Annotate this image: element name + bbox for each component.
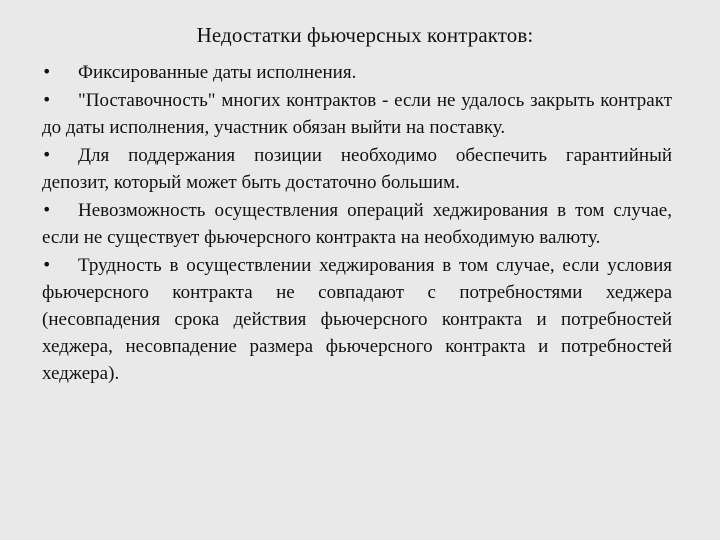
slide-title: Недостатки фьючерсных контрактов:: [196, 23, 534, 47]
bullet-point-icon: •: [42, 200, 52, 219]
bullet-text: Трудность в осуществлении хеджирования в том случае, если условия фьючерсного контракта не совпадают с потребностями хеджера (несовпадения срока действия фьючерсного контракта и потребностей хеджера, несовпадение размера фьючерсного контракта и потребностей хеджера).: [42, 255, 672, 384]
bullet-item: [42, 86, 672, 141]
bullet-text: "Поставочность" многих контрактов - если не удалось закрыть контракт до даты исполнения, участник обязан выйти на поставку.: [42, 90, 672, 138]
bullet-text: Невозможность осуществления операций хеджирования в том случае, если не существует фьючерсного контракта на необходимую валюту.: [42, 200, 672, 248]
bullet-item: [42, 196, 672, 251]
bullet-item: [42, 251, 672, 387]
bullet-item: [42, 141, 672, 196]
bullet-text: Для поддержания позиции необходимо обеспечить гарантийный депозит, который может быть достаточно большим.: [42, 145, 672, 193]
bullet-point-icon: •: [42, 145, 52, 164]
bullet-item: [42, 58, 672, 86]
bullet-list: [42, 58, 672, 387]
bullet-point-icon: •: [42, 90, 52, 109]
bullet-point-icon: •: [42, 255, 52, 274]
bullet-point-icon: •: [42, 62, 52, 81]
bullet-text: Фиксированные даты исполнения.: [78, 62, 357, 83]
